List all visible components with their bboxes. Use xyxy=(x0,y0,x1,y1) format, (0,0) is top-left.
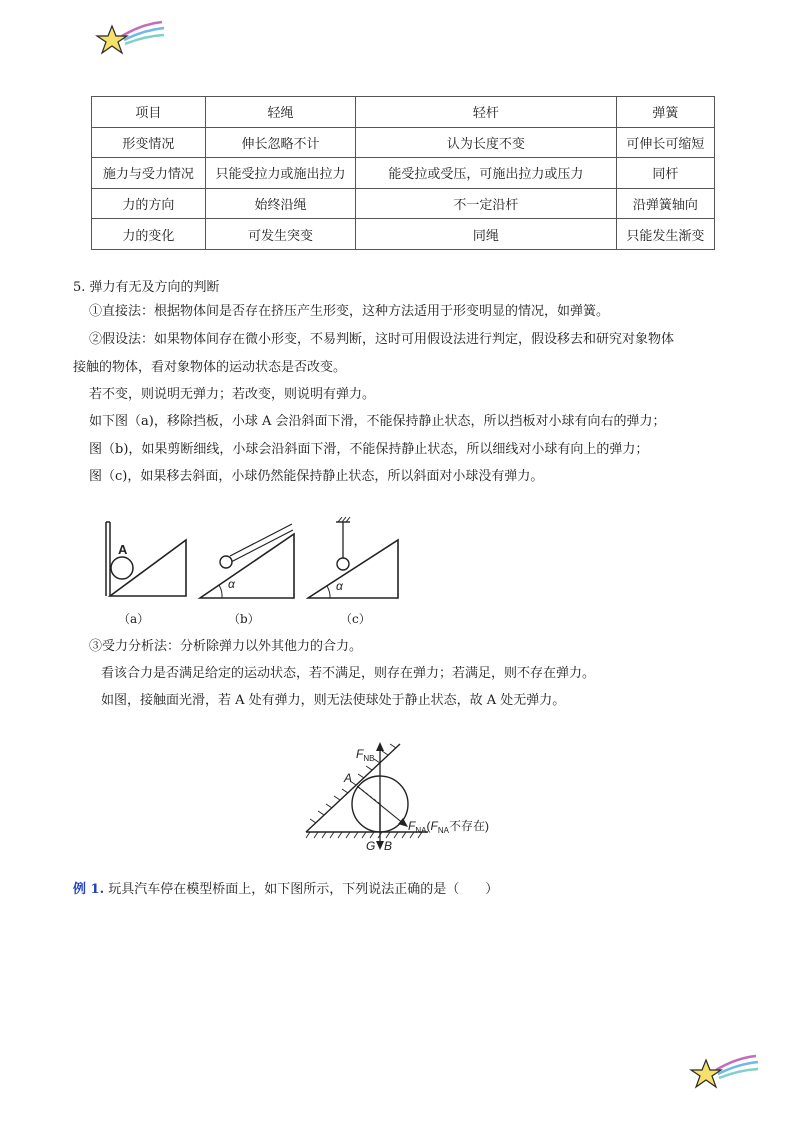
analysis-method-text: ③受力分析法：分析除弹力以外其他力的合力。 xyxy=(89,639,363,654)
analysis-method-text-2: 看该合力是否满足给定的运动状态，若不满足，则存在弹力；若满足，则不存在弹力。 xyxy=(101,666,596,681)
direct-method-text: ①直接法：根据物体间是否存在挤压产生形变，这种方法适用于形变明显的情况，如弹簧。 xyxy=(89,304,610,319)
gravity-label: G xyxy=(366,839,376,853)
table-header-cell: 轻杆 xyxy=(356,97,616,128)
angle-label: α xyxy=(228,577,235,591)
table-cell: 同绳 xyxy=(356,219,616,250)
case-c-text: 图（c)，如果移去斜面，小球仍然能保持静止状态，所以斜面对小球没有弹力。 xyxy=(89,469,544,484)
table-header-cell: 项目 xyxy=(92,97,206,128)
table-cell: 只能受拉力或施出拉力 xyxy=(205,158,355,189)
example-text: 玩具汽车停在模型桥面上，如下图所示，下列说法正确的是（ ） xyxy=(108,882,499,897)
star-decoration-icon xyxy=(686,1052,766,1094)
ball-a-label: A xyxy=(118,542,128,557)
point-b-label: B xyxy=(384,839,393,853)
figure-a-diagram xyxy=(100,520,190,600)
case-a-text: 如下图（a)，移除挡板，小球 A 会沿斜面下滑，不能保持静止状态，所以挡板对小球有向右的弹力； xyxy=(89,414,666,429)
analysis-method-text-3: 如图，接触面光滑，若 A 处有弹力，则无法使球处于静止状态，故 A 处无弹力。 xyxy=(101,693,566,708)
point-a-label: A xyxy=(344,771,353,785)
table-cell: 不一定沿杆 xyxy=(356,188,616,219)
table-cell: 只能发生渐变 xyxy=(616,219,714,250)
fna-label: $F_{NA}(F_{NA}$不存在) xyxy=(408,819,489,835)
table-header-cell: 轻绳 xyxy=(205,97,355,128)
assume-method-text-cont: 接触的物体，看对象物体的运动状态是否改变。 xyxy=(73,360,347,375)
table-cell: 同杆 xyxy=(616,158,714,189)
assume-method-conclusion: 若不变，则说明无弹力；若改变，则说明有弹力。 xyxy=(89,387,376,402)
table-header-cell: 弹簧 xyxy=(616,97,714,128)
force-analysis-diagram xyxy=(300,738,500,854)
figure-b-diagram xyxy=(196,522,298,600)
case-b-text: 图（b)，如果剪断细线，小球会沿斜面下滑，不能保持静止状态，所以细线对小球有向上的弹力； xyxy=(89,442,649,457)
table-cell: 可发生突变 xyxy=(205,219,355,250)
table-cell: 形变情况 xyxy=(92,127,206,158)
table-cell: 能受拉或受压，可施出拉力或压力 xyxy=(356,158,616,189)
example-question xyxy=(73,880,498,900)
table-cell: 沿弹簧轴向 xyxy=(616,188,714,219)
example-label: 例 1. xyxy=(73,882,105,897)
figure-b-label: （b） xyxy=(228,612,260,626)
section-heading: 5. 弹力有无及方向的判断 xyxy=(73,280,220,295)
figure-c-diagram xyxy=(306,516,400,600)
fnb-label: $F_{NB}$ xyxy=(356,747,375,763)
table-row xyxy=(92,127,715,158)
table-cell: 始终沿绳 xyxy=(205,188,355,219)
table-row xyxy=(92,188,715,219)
angle-label: α xyxy=(336,579,343,593)
table-cell: 力的方向 xyxy=(92,188,206,219)
table-cell: 力的变化 xyxy=(92,219,206,250)
table-cell: 施力与受力情况 xyxy=(92,158,206,189)
figure-a-label: （a） xyxy=(118,612,150,626)
assume-method-text: ②假设法：如果物体间存在微小形变，不易判断，这时可用假设法进行判定，假设移去和研究对象物体 xyxy=(89,332,675,347)
figure-c-label: （c） xyxy=(340,612,371,626)
table-cell: 伸长忽略不计 xyxy=(205,127,355,158)
star-decoration-icon xyxy=(92,18,172,60)
comparison-table xyxy=(91,96,715,250)
table-cell: 可伸长可缩短 xyxy=(616,127,714,158)
table-row xyxy=(92,219,715,250)
table-header-row xyxy=(92,97,715,128)
table-cell: 认为长度不变 xyxy=(356,127,616,158)
table-row xyxy=(92,158,715,189)
